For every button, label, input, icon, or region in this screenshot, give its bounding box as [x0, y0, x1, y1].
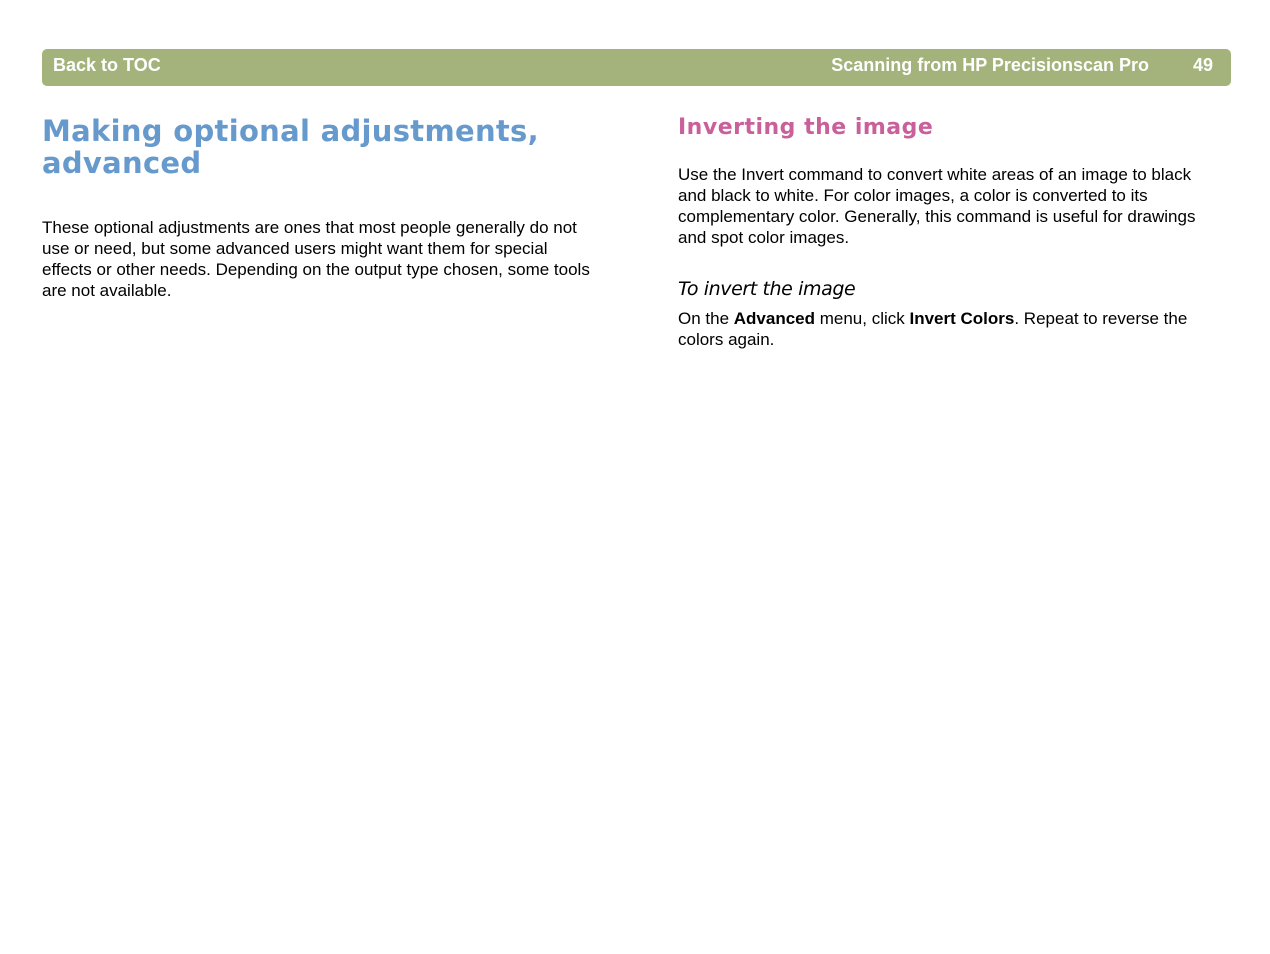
section-title: Inverting the image: [678, 115, 934, 140]
page-number: 49: [1192, 55, 1213, 75]
right-column: [678, 115, 1223, 350]
procedure-prefix: On the: [678, 309, 734, 328]
procedure-middle: menu, click: [815, 309, 910, 328]
section-paragraph: Use the Invert command to convert white areas of an image to black and black to white. For color images, a color is converted to its complementary color. Generally, this command is useful for drawings and spot color images.: [678, 165, 1196, 247]
document-title: Scanning from HP Precisionscan Pro: [831, 55, 1149, 75]
menu-name: Advanced: [733, 309, 816, 328]
procedure-suffix: . Repeat to reverse the colors again.: [678, 309, 1188, 349]
procedure-title: To invert the image: [678, 278, 856, 300]
command-name: Invert Colors: [909, 309, 1015, 328]
back-to-toc-link[interactable]: Back to TOC: [53, 55, 161, 75]
header-bar: [42, 49, 1231, 86]
intro-paragraph: These optional adjustments are ones that most people generally do not use or need, but some advanced users might want them for special effects or other needs. Depending on the output type chosen, some tools are not available.: [42, 218, 590, 300]
page-title: Making optional adjustments, advanced: [42, 114, 539, 180]
left-column: [42, 115, 592, 301]
procedure-step: [678, 308, 1223, 350]
